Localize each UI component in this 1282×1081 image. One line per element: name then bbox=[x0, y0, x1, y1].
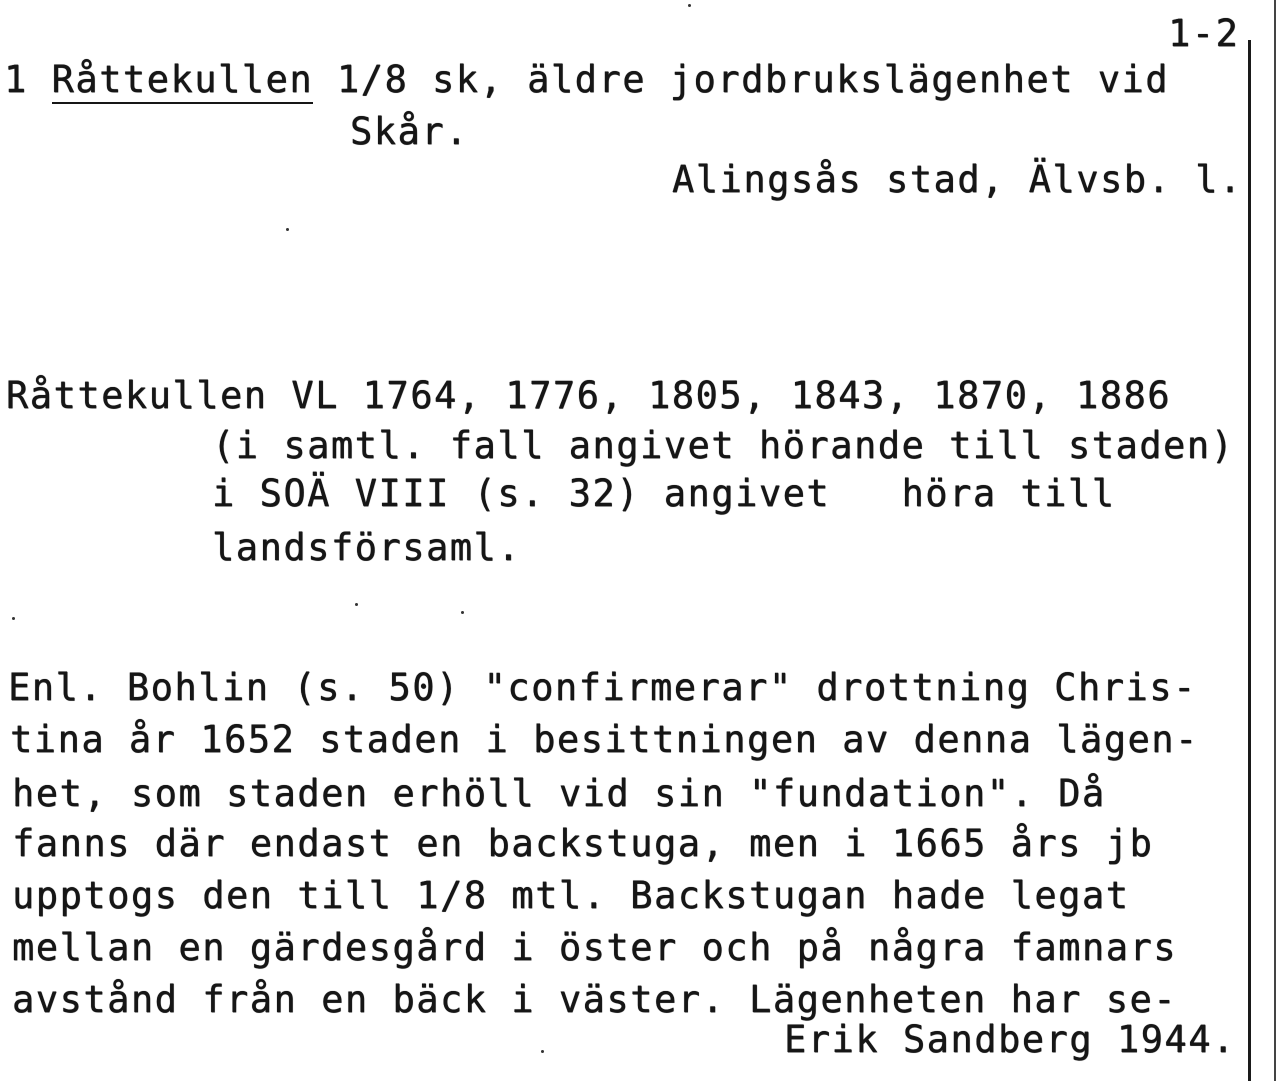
scan-speck bbox=[12, 617, 15, 620]
history-line: upptogs den till 1/8 mtl. Backstugan hade legat bbox=[12, 874, 1130, 917]
signature: Erik Sandberg 1944. bbox=[784, 1018, 1236, 1061]
entry-heading bbox=[4, 58, 1169, 102]
history-line: mellan en gärdesgård i öster och på några famnars bbox=[12, 926, 1178, 969]
location-line: Alingsås stad, Älvsb. l. bbox=[672, 158, 1243, 201]
scan-speck bbox=[355, 603, 358, 606]
description-line-2: Skår. bbox=[350, 110, 469, 153]
card-edge-shadow bbox=[1274, 0, 1276, 1081]
scan-speck bbox=[688, 4, 691, 7]
sources-line: (i samtl. fall angivet hörande till staden) bbox=[212, 424, 1235, 467]
sources-line: landsförsaml. bbox=[212, 526, 522, 569]
history-line: het, som staden erhöll vid sin "fundation". Då bbox=[12, 772, 1106, 815]
place-name: Råttekullen bbox=[52, 58, 314, 104]
history-line: avstånd från en bäck i väster. Lägenheten har se- bbox=[12, 978, 1178, 1021]
description-line-1: 1/8 sk, äldre jordbrukslägenhet vid bbox=[336, 58, 1170, 101]
sources-line: Råttekullen VL 1764, 1776, 1805, 1843, 1870, 1886 bbox=[6, 374, 1172, 417]
history-line: fanns där endast en backstuga, men i 1665 års jb bbox=[12, 822, 1154, 865]
history-line: Enl. Bohlin (s. 50) "confirmerar" drottning Chris- bbox=[8, 666, 1197, 709]
sources-line: i SOÄ VIII (s. 32) angivet höra till bbox=[212, 472, 1116, 515]
page-number: 1-2 bbox=[1168, 12, 1240, 55]
entry-number: 1 bbox=[4, 58, 28, 101]
scan-speck bbox=[541, 1050, 544, 1053]
history-line: tina år 1652 staden i besittningen av denna lägen- bbox=[10, 718, 1199, 761]
scan-speck bbox=[461, 611, 464, 614]
card-edge-line bbox=[1248, 40, 1251, 1081]
scan-speck bbox=[286, 228, 289, 231]
